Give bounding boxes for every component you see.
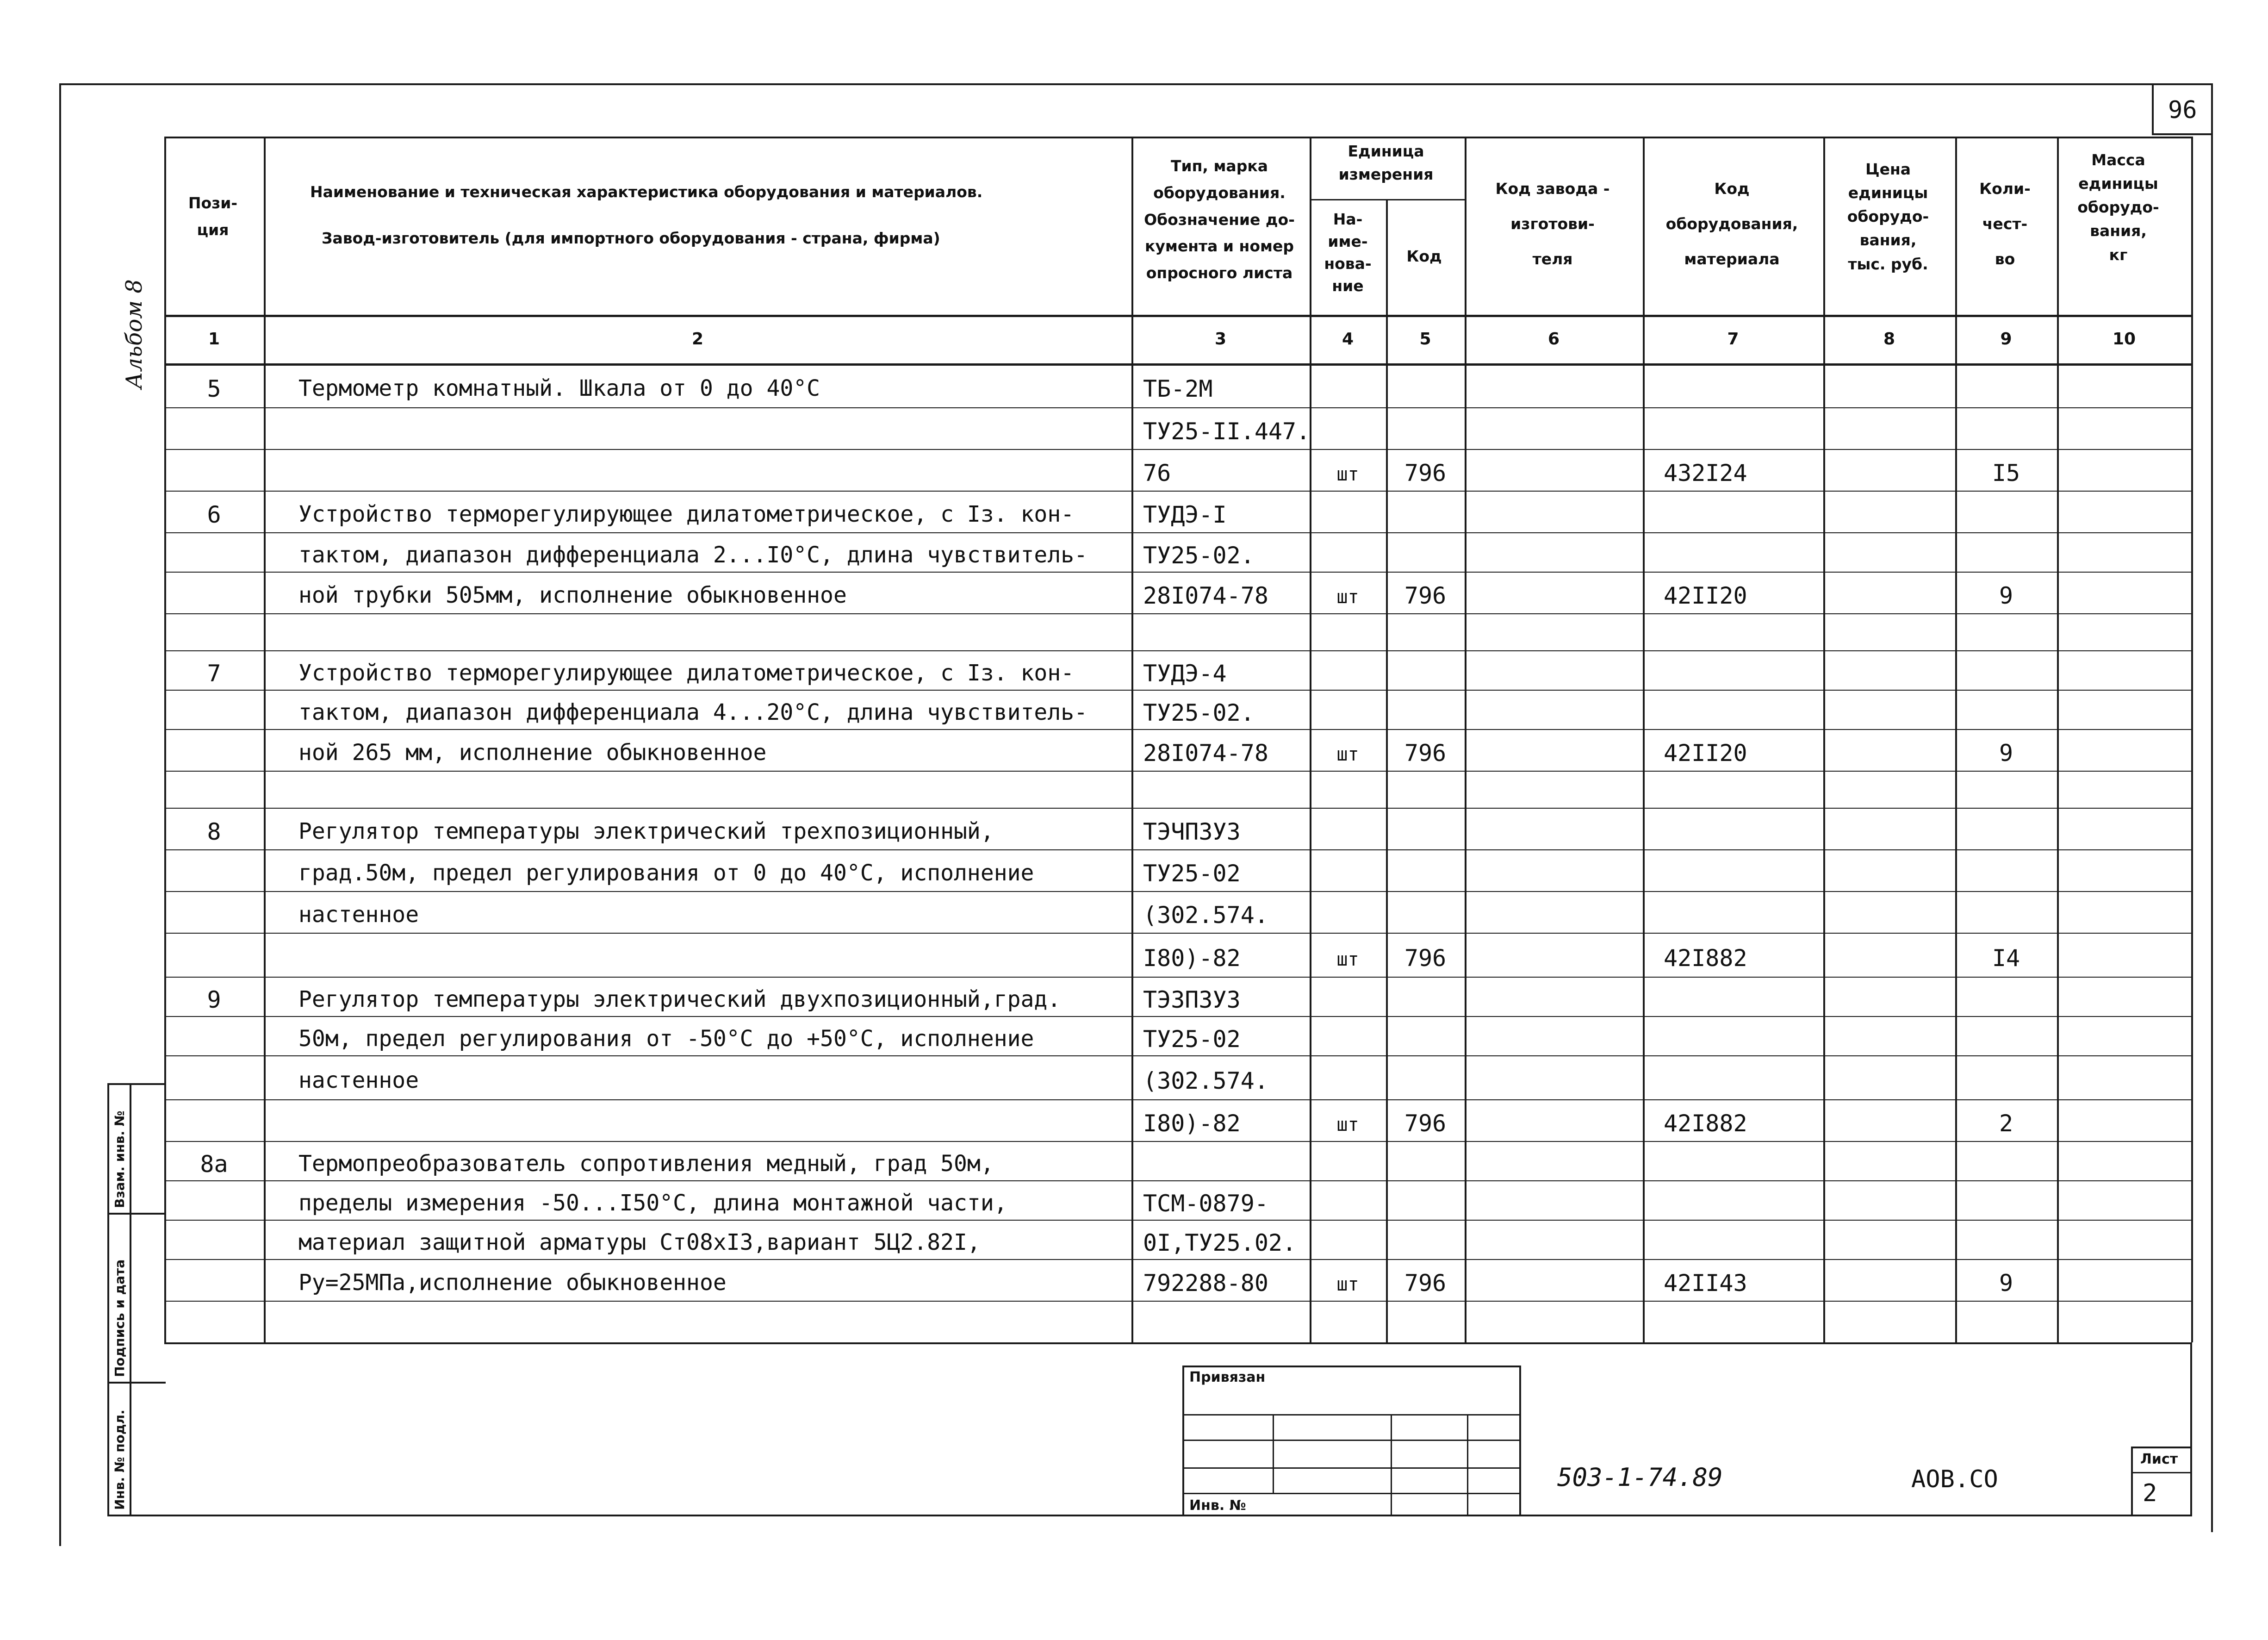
side-stamp-top: [107, 1083, 166, 1085]
cell-name: 50м, предел регулирования от -50°С до +50°С, исполнение: [298, 1025, 1034, 1052]
cell-name: Устройство терморегулирующее дилатометрическое, с Iз. кон-: [298, 501, 1075, 527]
cell-type: ТУДЭ-4: [1143, 660, 1227, 687]
cell-unit-name: шт: [1336, 586, 1359, 608]
row-line: [164, 1259, 2191, 1260]
cell-quantity: 9: [1999, 740, 2013, 767]
cell-name: пределы измерения -50...I50°С, длина монтажной части,: [298, 1190, 1007, 1216]
sheet-box-top: [2131, 1447, 2191, 1448]
cell-equipment-code: 42I882: [1664, 944, 1747, 972]
header-unit-name: На- име- нова- ние: [1324, 210, 1372, 295]
row-line: [164, 729, 2191, 730]
cell-quantity: I5: [1992, 460, 2020, 486]
column-line-9: [2057, 137, 2059, 1342]
title-block-line3: [1182, 1467, 1520, 1469]
header-unit-group: Единица измерения: [1338, 142, 1434, 183]
cell-equipment-code: 42II20: [1664, 582, 1747, 609]
cell-unit-code: 796: [1404, 1110, 1447, 1137]
row-line: [164, 1141, 2191, 1142]
cell-type: I80)-82: [1143, 1110, 1241, 1137]
cell-equipment-code: 42II20: [1664, 740, 1747, 767]
cell-name: тактом, диапазон дифференциала 4...20°С, длина чувствитель-: [298, 699, 1088, 725]
cell-name: настенное: [298, 1067, 419, 1093]
cell-type: ТБ-2М: [1143, 375, 1213, 402]
row-line: [164, 532, 2191, 533]
cell-type: I80)-82: [1143, 944, 1241, 972]
column-number-7: 7: [1727, 330, 1739, 349]
cell-name: ной 265 мм, исполнение обыкновенное: [298, 740, 767, 766]
header-price: Цена единицы оборудо- вания, тыс. руб.: [1847, 160, 1929, 273]
column-number-9: 9: [2000, 330, 2012, 349]
cell-quantity: 9: [1999, 1270, 2013, 1297]
column-line-7: [1823, 137, 1825, 1342]
cell-unit-code: 796: [1404, 1270, 1447, 1297]
cell-type: ТУ25-02.: [1143, 542, 1255, 569]
cell-name: Регулятор температуры электрический трехпозиционный,: [298, 818, 994, 844]
header-mass: Масса единицы оборудо- вания, кг: [2077, 151, 2159, 264]
row-line: [164, 491, 2191, 492]
cell-name: град.50м, предел регулирования от 0 до 40°С, исполнение: [298, 860, 1034, 886]
cell-name: Регулятор температуры электрический двухпозиционный,град.: [298, 986, 1061, 1012]
row-line: [164, 1016, 2191, 1017]
row-line: [164, 771, 2191, 772]
row-line: [164, 449, 2191, 450]
row-line: [164, 1055, 2191, 1056]
title-block-line4: [1182, 1493, 1520, 1494]
cell-name: ной трубки 505мм, исполнение обыкновенное: [298, 582, 847, 608]
column-line-10: [2191, 137, 2193, 1342]
side-stamp-sep1: [107, 1213, 166, 1215]
colnum-bottom-line: [164, 363, 2191, 366]
header-position: Пози- ция: [188, 194, 238, 239]
header-type: Тип, марка оборудования. Обозначение до- кумента и номер опросного листа: [1144, 157, 1295, 282]
header-manufacturer-code: Код завода - изготови- теля: [1495, 180, 1610, 268]
cell-type: 76: [1143, 460, 1171, 486]
cell-type: 0I,ТУ25.02.: [1143, 1229, 1297, 1256]
table-top-line: [164, 137, 2191, 138]
column-number-1: 1: [208, 330, 220, 349]
row-line: [164, 808, 2191, 809]
cell-name: материал защитной арматуры Ст08хI3,вариант 5Ц2.82I,: [298, 1229, 981, 1255]
column-line-1: [264, 137, 266, 1342]
row-line: [164, 613, 2191, 614]
cell-name: тактом, диапазон дифференциала 2...I0°С, длина чувствитель-: [298, 542, 1088, 568]
column-line-8: [1955, 137, 1957, 1342]
row-line: [164, 690, 2191, 691]
column-line-3: [1310, 137, 1311, 1342]
row-line: [164, 572, 2191, 573]
header-quantity: Коли- чест- во: [1979, 180, 2031, 268]
row-line: [164, 1301, 2191, 1302]
cell-position: 5: [207, 375, 221, 402]
cell-type: 28I074-78: [1143, 740, 1268, 767]
side-stamp-replace-inv: Взам. инв. №: [112, 1110, 127, 1208]
row-line: [164, 1099, 2191, 1100]
title-block-line1: [1182, 1414, 1520, 1416]
cell-type: ТУ25-II.447.: [1143, 418, 1311, 445]
cell-position: 9: [207, 986, 221, 1013]
header-name-line2: Завод-изготовитель (для импортного оборудования - страна, фирма): [322, 229, 940, 247]
title-block-privyazan: Привязан: [1189, 1369, 1266, 1385]
side-stamp-signature: Подпись и дата: [112, 1259, 127, 1377]
album-label: Альбом 8: [121, 279, 147, 389]
column-line-2: [1131, 137, 1133, 1342]
cell-quantity: 9: [1999, 582, 2013, 609]
title-block-line2: [1182, 1440, 1520, 1441]
cell-name: настенное: [298, 902, 419, 928]
title-block-col3: [1467, 1414, 1468, 1516]
row-line: [164, 1220, 2191, 1221]
row-line: [164, 977, 2191, 978]
title-block-top: [1182, 1366, 1520, 1367]
row-line: [164, 891, 2191, 892]
cell-position: 8а: [200, 1150, 228, 1178]
frame-right-lower: [2190, 1342, 2192, 1516]
cell-unit-code: 796: [1404, 740, 1447, 767]
column-number-3: 3: [1214, 330, 1227, 349]
cell-equipment-code: 432I24: [1664, 460, 1747, 486]
cell-unit-code: 796: [1404, 944, 1447, 972]
cell-name: Ру=25МПа,исполнение обыкновенное: [298, 1270, 727, 1296]
title-block-col1: [1273, 1414, 1274, 1493]
side-stamp-mid: [130, 1083, 131, 1516]
cell-type: 28I074-78: [1143, 582, 1268, 609]
sheet-box-left: [2131, 1447, 2133, 1516]
cell-name: Термометр комнатный. Шкала от 0 до 40°С: [298, 375, 820, 401]
cell-type: ТУ25-02: [1143, 1025, 1241, 1053]
side-stamp-inv-no: Инв. № подл.: [112, 1409, 127, 1510]
cell-position: 6: [207, 501, 221, 528]
sheet-box-label: Лист: [2140, 1451, 2178, 1467]
cell-unit-code: 796: [1404, 582, 1447, 609]
column-number-5: 5: [1419, 330, 1431, 349]
cell-name: Термопреобразователь сопротивления медный, град 50м,: [298, 1150, 994, 1177]
cell-type: (302.574.: [1143, 1067, 1268, 1094]
row-line: [164, 650, 2191, 651]
cell-unit-name: шт: [1336, 744, 1359, 765]
header-equipment-code: Код оборудования, материала: [1665, 180, 1798, 268]
cell-quantity: I4: [1992, 944, 2020, 972]
title-block-col2: [1391, 1414, 1392, 1516]
column-number-2: 2: [691, 330, 704, 349]
header-bottom-line: [164, 315, 2191, 317]
title-block-inv-no: Инв. №: [1189, 1497, 1246, 1514]
column-number-4: 4: [1342, 330, 1354, 349]
frame-bottom-line: [164, 1515, 2191, 1516]
cell-unit-name: шт: [1336, 464, 1359, 485]
cell-unit-name: шт: [1336, 948, 1359, 970]
header-name-line1: Наименование и техническая характеристика оборудования и материалов.: [310, 183, 983, 201]
cell-type: ТСМ-0879-: [1143, 1190, 1268, 1217]
cell-unit-name: шт: [1336, 1114, 1359, 1135]
cell-equipment-code: 42I882: [1664, 1110, 1747, 1137]
row-line: [164, 933, 2191, 934]
sheet-box-value: 2: [2143, 1479, 2157, 1507]
cell-quantity: 2: [1999, 1110, 2013, 1137]
document-number: 503-1-74.89: [1557, 1463, 1723, 1492]
column-line-5: [1465, 137, 1466, 1342]
row-line: [164, 407, 2191, 408]
cell-name: Устройство терморегулирующее дилатометрическое, с Iз. кон-: [298, 660, 1075, 686]
cell-type: ТУ25-02.: [1143, 699, 1255, 726]
cell-position: 7: [207, 660, 221, 687]
column-number-6: 6: [1547, 330, 1560, 349]
side-stamp-bottom: [107, 1515, 166, 1516]
table-bottom-line: [164, 1342, 2191, 1344]
cell-unit-name: шт: [1336, 1274, 1359, 1295]
cell-position: 8: [207, 818, 221, 845]
row-line: [164, 849, 2191, 850]
side-stamp-left: [107, 1083, 109, 1516]
column-number-8: 8: [1883, 330, 1895, 349]
cell-equipment-code: 42II43: [1664, 1270, 1747, 1297]
document-code: АОВ.СО: [1911, 1465, 1998, 1493]
side-stamp-sep2: [107, 1382, 166, 1384]
header-unit-code: Код: [1406, 247, 1442, 265]
sheet-box-mid: [2131, 1472, 2191, 1473]
sheet-number: 96: [2168, 96, 2197, 124]
cell-type: ТУДЭ-I: [1143, 501, 1227, 528]
cell-unit-code: 796: [1404, 460, 1447, 486]
cell-type: ТЭЗПЗУЗ: [1143, 986, 1241, 1013]
column-line-6: [1643, 137, 1645, 1342]
cell-type: ТЭЧПЗУЗ: [1143, 818, 1241, 845]
cell-type: ТУ25-02: [1143, 860, 1241, 887]
cell-type: 792288-80: [1143, 1270, 1268, 1297]
column-number-10: 10: [2112, 330, 2136, 349]
cell-type: (302.574.: [1143, 902, 1268, 929]
row-line: [164, 1180, 2191, 1181]
